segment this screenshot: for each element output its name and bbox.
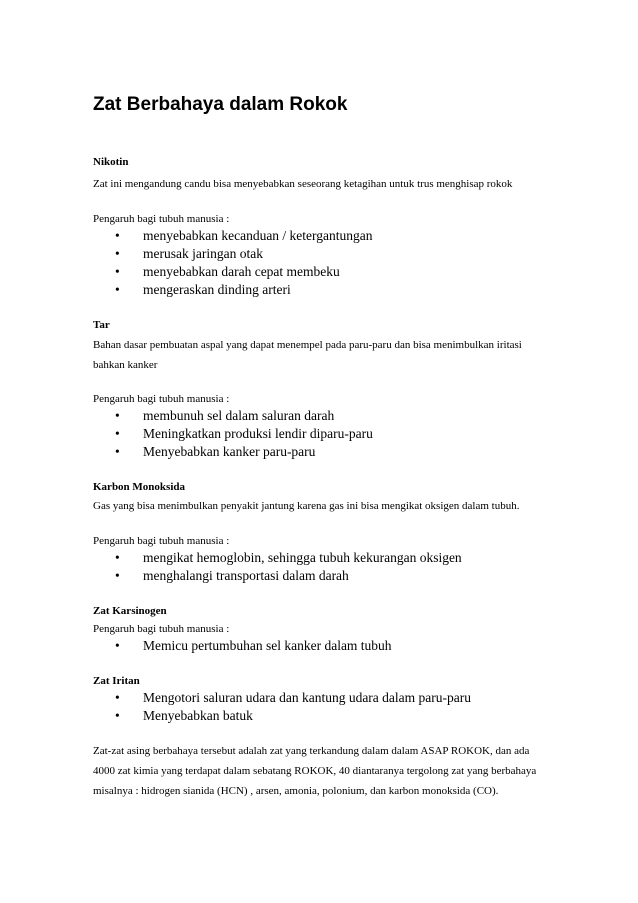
section-heading: Karbon Monoksida xyxy=(93,481,185,493)
list-item: • membunuh sel dalam saluran darah xyxy=(115,408,335,423)
list-item: • mengeraskan dinding arteri xyxy=(115,282,291,297)
document-content xyxy=(93,94,553,801)
section-tar xyxy=(93,317,553,461)
bullet-icon: • xyxy=(115,408,120,423)
list-item: • menyebabkan kecanduan / ketergantungan xyxy=(115,228,373,243)
list-item: • Mengotori saluran udara dan kantung udara dalam paru-paru xyxy=(115,690,472,705)
effects-list xyxy=(93,637,553,655)
effects-list xyxy=(93,689,553,725)
effects-intro: Pengaruh bagi tubuh manusia : xyxy=(93,213,230,225)
section-description: Bahan dasar pembuatan aspal yang dapat menempel pada paru-paru dan bisa menimbulkan iritasi bahkan kanker xyxy=(93,339,522,371)
list-item: • menghalangi transportasi dalam darah xyxy=(115,568,349,583)
section-karbon-monoksida xyxy=(93,479,553,585)
bullet-icon: • xyxy=(115,282,120,297)
effects-list xyxy=(93,227,553,299)
effects-list xyxy=(93,407,553,461)
list-item: • Menyebabkan batuk xyxy=(115,708,253,723)
document-title: Zat Berbahaya dalam Rokok xyxy=(93,94,348,115)
section-description: Zat ini mengandung candu bisa menyebabkan seseorang ketagihan untuk trus menghisap rokok xyxy=(93,178,513,190)
section-zat-iritan xyxy=(93,673,553,725)
effects-intro: Pengaruh bagi tubuh manusia : xyxy=(93,393,230,405)
bullet-icon: • xyxy=(115,444,120,459)
bullet-icon: • xyxy=(115,638,120,653)
section-heading: Zat Karsinogen xyxy=(93,605,167,617)
list-item: • Menyebabkan kanker paru-paru xyxy=(115,444,316,459)
bullet-icon: • xyxy=(115,708,120,723)
bullet-icon: • xyxy=(115,568,120,583)
section-description: Gas yang bisa menimbulkan penyakit jantung karena gas ini bisa mengikat oksigen dalam tubuh. xyxy=(93,500,520,512)
section-nikotin xyxy=(93,154,553,299)
list-item: • mengikat hemoglobin, sehingga tubuh kekurangan oksigen xyxy=(115,550,462,565)
list-item: • merusak jaringan otak xyxy=(115,246,263,261)
effects-intro: Pengaruh bagi tubuh manusia : xyxy=(93,623,230,635)
bullet-icon: • xyxy=(115,264,120,279)
section-heading: Tar xyxy=(93,319,110,331)
bullet-icon: • xyxy=(115,246,120,261)
bullet-icon: • xyxy=(115,426,120,441)
bullet-icon: • xyxy=(115,550,120,565)
bullet-icon: • xyxy=(115,690,120,705)
list-item: • menyebabkan darah cepat membeku xyxy=(115,264,340,279)
section-heading: Nikotin xyxy=(93,156,129,168)
bullet-icon: • xyxy=(115,228,120,243)
effects-list xyxy=(93,549,553,585)
effects-intro: Pengaruh bagi tubuh manusia : xyxy=(93,535,230,547)
section-zat-karsinogen xyxy=(93,603,553,655)
section-heading: Zat Iritan xyxy=(93,675,140,687)
conclusion-paragraph: Zat-zat asing berbahaya tersebut adalah zat yang terkandung dalam dalam ASAP ROKOK, dan ada 4000 zat kimia yang terdapat dalam sebatang ROKOK, 40 diantaranya tergolong zat yang berbahaya misalnya : hidrogen sianida (HCN) , arsen, amonia, polonium, dan karbon monoksida (CO). xyxy=(93,745,537,797)
list-item: • Memicu pertumbuhan sel kanker dalam tubuh xyxy=(115,638,392,653)
list-item: • Meningkatkan produksi lendir diparu-paru xyxy=(115,426,373,441)
